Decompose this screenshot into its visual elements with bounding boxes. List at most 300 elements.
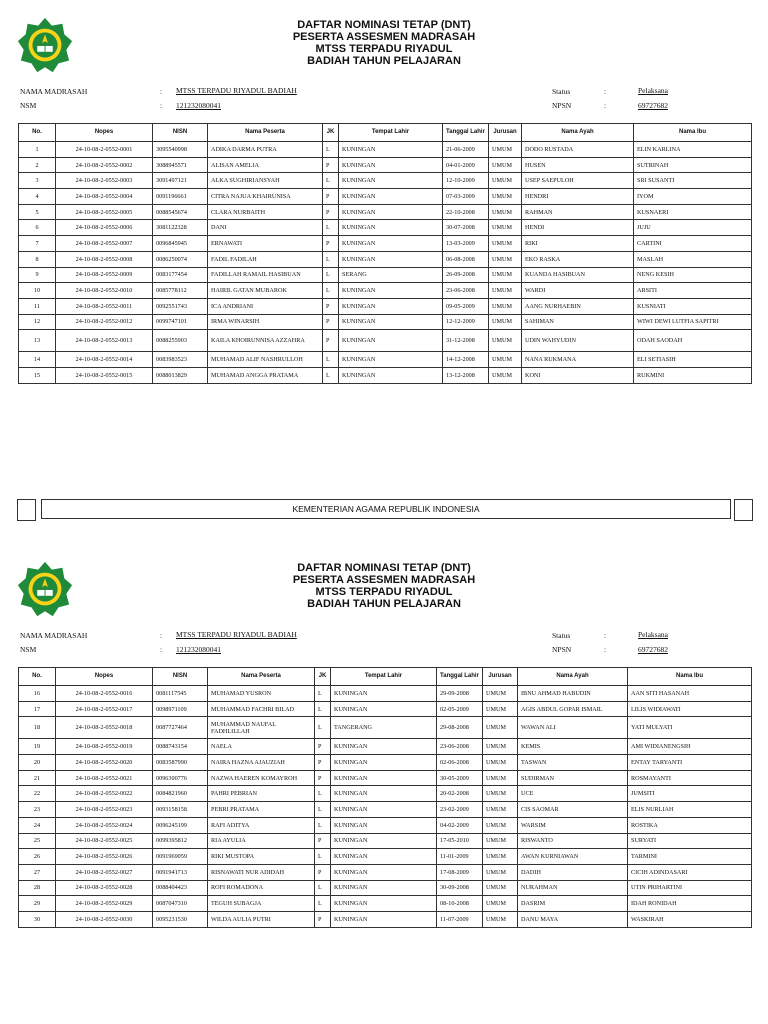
cell-nama-ibu: TARMINI [628,849,752,865]
cell-tanggal-lahir: 17-08-2009 [437,864,483,880]
cell-no: 30 [19,911,56,927]
cell-nisn: 0081117545 [153,686,208,702]
cell-tanggal-lahir: 02-05-2009 [437,701,483,717]
header-nama-ibu: Nama Ibu [628,668,752,686]
table-row [19,880,752,896]
cell-nopes: 24-10-08-2-0552-0030 [56,911,153,927]
cell-nama-ayah: RIKI [522,236,634,252]
cell-nama-ibu: ELI SETIASIH [634,352,752,368]
table-body [19,686,752,928]
cell-tanggal-lahir: 26-09-2008 [443,267,489,283]
table-row [19,896,752,912]
cell-nama-ibu: ELIS NURLIAH [628,802,752,818]
cell-nopes: 24-10-08-2-0552-0003 [56,173,153,189]
cell-nama-ibu: JUMSITI [628,786,752,802]
header-jk: JK [315,668,331,686]
cell-no: 25 [19,833,56,849]
table-row [19,755,752,771]
cell-nama-ayah: RAHMAN [522,204,634,220]
cell-nama-ayah: UDIN WAHYUDIN [522,330,634,352]
cell-tempat-lahir: TANGERANG [331,717,437,739]
cell-no: 8 [19,251,56,267]
table-header-row [19,124,752,142]
status-value: Pelaksana [638,86,668,95]
cell-jurusan: UMUM [489,236,522,252]
cell-jurusan: UMUM [489,173,522,189]
cell-tanggal-lahir: 13-12-2008 [443,367,489,383]
nsm-value: 121232080041 [176,101,221,110]
cell-nama-ayah: WARDI [522,283,634,299]
cell-nama-peserta: RIKI MUSTOPA [208,849,315,865]
title-line: BADIAH TAHUN PELAJARAN [307,598,461,610]
table-row [19,849,752,865]
cell-tanggal-lahir: 17-05-2010 [437,833,483,849]
cell-nisn: 0091941713 [153,864,208,880]
cell-no: 24 [19,817,56,833]
cell-nama-ibu: ROSTIKA [628,817,752,833]
cell-no: 2 [19,157,56,173]
cell-jk: L [315,880,331,896]
cell-no: 11 [19,298,56,314]
footer-left-box [17,499,36,521]
table-row [19,717,752,739]
cell-nama-peserta: PAHRI PEBRIAN [208,786,315,802]
cell-nopes: 24-10-08-2-0552-0025 [56,833,153,849]
header-nama-ayah: Nama Ayah [518,668,628,686]
cell-nama-ayah: AGIS ABDUL GOPAR ISMAIL [518,701,628,717]
header-nisn: NISN [153,668,208,686]
cell-nopes: 24-10-08-2-0552-0010 [56,283,153,299]
cell-tanggal-lahir: 22-10-2008 [443,204,489,220]
cell-tempat-lahir: KUNINGAN [339,173,443,189]
cell-jurusan: UMUM [489,298,522,314]
header-nisn: NISN [153,124,208,142]
cell-jk: L [323,267,339,283]
table-row [19,864,752,880]
npsn-value: 69727682 [638,101,668,110]
cell-tempat-lahir: SERANG [339,267,443,283]
cell-no: 18 [19,717,56,739]
cell-nama-peserta: PEBRI PRATAMA [208,802,315,818]
cell-jurusan: UMUM [489,314,522,330]
cell-jk: P [323,189,339,205]
table-row [19,314,752,330]
cell-nisn: 0083177454 [153,267,208,283]
cell-jk: P [315,911,331,927]
cell-jk: P [315,755,331,771]
cell-jk: P [315,864,331,880]
cell-jurusan: UMUM [489,367,522,383]
cell-jk: L [323,251,339,267]
cell-nisn: 0099395812 [153,833,208,849]
title-line: DAFTAR NOMINASI TETAP (DNT) [297,19,471,31]
cell-nopes: 24-10-08-2-0552-0029 [56,896,153,912]
cell-jk: L [315,896,331,912]
cell-nopes: 24-10-08-2-0552-0005 [56,204,153,220]
cell-nisn: 0096245199 [153,817,208,833]
cell-tempat-lahir: KUNINGAN [331,701,437,717]
cell-no: 23 [19,802,56,818]
table-row [19,298,752,314]
cell-nopes: 24-10-08-2-0552-0027 [56,864,153,880]
cell-jurusan: UMUM [489,157,522,173]
cell-no: 12 [19,314,56,330]
cell-tempat-lahir: KUNINGAN [331,911,437,927]
cell-nama-ayah: KONI [522,367,634,383]
cell-nama-ayah: AANG NURHAEBIN [522,298,634,314]
nama-madrasah-value: MTSS TERPADU RIYADUL BADIAH [176,86,297,95]
cell-jurusan: UMUM [483,755,518,771]
cell-tanggal-lahir: 12-12-2009 [443,314,489,330]
cell-jk: L [323,173,339,189]
cell-nopes: 24-10-08-2-0552-0019 [56,739,153,755]
cell-nisn: 0087727464 [153,717,208,739]
cell-no: 13 [19,330,56,352]
cell-jurusan: UMUM [483,786,518,802]
cell-nisn: 0086250074 [153,251,208,267]
header-tempat-lahir: Tempat Lahir [339,124,443,142]
cell-tempat-lahir: KUNINGAN [339,189,443,205]
colon: : [604,101,607,110]
nama-madrasah-value: MTSS TERPADU RIYADUL BADIAH [176,630,297,639]
header-nama-peserta: Nama Peserta [208,124,323,142]
cell-nopes: 24-10-08-2-0552-0023 [56,802,153,818]
cell-no: 17 [19,701,56,717]
cell-nopes: 24-10-08-2-0552-0002 [56,157,153,173]
cell-nama-ayah: WAWAN ALI [518,717,628,739]
cell-nama-ibu: LILIS WIDIAWATI [628,701,752,717]
cell-tanggal-lahir: 09-05-2009 [443,298,489,314]
table-row [19,686,752,702]
nsm-value: 121232080041 [176,645,221,654]
cell-nama-peserta: HAIRIL GATAN MUBAROK [208,283,323,299]
cell-nama-ibu: JUJU [634,220,752,236]
cell-nisn: 0088404423 [153,880,208,896]
cell-nama-peserta: CLARA NURBAITH [208,204,323,220]
cell-nama-ayah: RISWANTO [518,833,628,849]
cell-jk: L [315,701,331,717]
cell-tempat-lahir: KUNINGAN [331,802,437,818]
cell-jurusan: UMUM [483,739,518,755]
cell-nopes: 24-10-08-2-0552-0024 [56,817,153,833]
cell-nama-ibu: AMI WIDIANENGSIH [628,739,752,755]
cell-nama-peserta: DANI [208,220,323,236]
cell-nama-ayah: NANA RUKMANA [522,352,634,368]
document-title [0,562,768,610]
header-tanggal-lahir: Tanggal Lahir [437,668,483,686]
cell-tempat-lahir: KUNINGAN [331,849,437,865]
cell-nama-ibu: ENTAY TARYANTI [628,755,752,771]
nominee-table [18,667,752,928]
cell-no: 21 [19,770,56,786]
cell-nama-ibu: WIWI DEWI LUTFIA SAPITRI [634,314,752,330]
table-row [19,786,752,802]
cell-nisn: 0093158158 [153,802,208,818]
cell-nopes: 24-10-08-2-0552-0013 [56,330,153,352]
cell-nopes: 24-10-08-2-0552-0009 [56,267,153,283]
cell-nama-ayah: EKO RASKA [522,251,634,267]
cell-tanggal-lahir: 29-09-2008 [437,686,483,702]
header-jk: JK [323,124,339,142]
cell-jurusan: UMUM [489,330,522,352]
nama-madrasah-label: NAMA MADRASAH [20,631,88,640]
cell-nopes: 24-10-08-2-0552-0006 [56,220,153,236]
cell-nisn: 0088013829 [153,367,208,383]
cell-tempat-lahir: KUNINGAN [339,157,443,173]
title-line: BADIAH TAHUN PELAJARAN [307,55,461,67]
cell-tanggal-lahir: 23-06-2008 [443,283,489,299]
cell-nama-ibu: ODAH SAODAH [634,330,752,352]
table-row [19,817,752,833]
cell-nama-peserta: MUHAMMAD FACHRI BILAD [208,701,315,717]
cell-jurusan: UMUM [483,817,518,833]
nama-madrasah-label: NAMA MADRASAH [20,87,88,96]
cell-nama-ibu: RUKMINI [634,367,752,383]
cell-nisn: 3081122328 [153,220,208,236]
header-no: No. [19,668,56,686]
cell-jurusan: UMUM [483,880,518,896]
cell-nama-ayah: CIS SAOMAR [518,802,628,818]
cell-jk: L [315,849,331,865]
cell-nama-peserta: RAFI ADITYA [208,817,315,833]
cell-jk: L [323,220,339,236]
table-row [19,142,752,158]
cell-jurusan: UMUM [489,283,522,299]
cell-jk: P [323,330,339,352]
cell-tanggal-lahir: 30-07-2008 [443,220,489,236]
cell-nama-ayah: SAHIMAN [522,314,634,330]
cell-tanggal-lahir: 23-02-2009 [437,802,483,818]
cell-nama-peserta: IRMA WINARSIH [208,314,323,330]
table-row [19,352,752,368]
cell-jk: L [315,686,331,702]
cell-tempat-lahir: KUNINGAN [331,880,437,896]
table-row [19,267,752,283]
cell-jurusan: UMUM [483,911,518,927]
cell-nama-ayah: NURAHMAN [518,880,628,896]
cell-nama-ayah: IBNU AHMAD HABUDIN [518,686,628,702]
table-row [19,204,752,220]
cell-jk: L [323,367,339,383]
table-row [19,189,752,205]
table-row [19,173,752,189]
cell-tanggal-lahir: 08-10-2008 [437,896,483,912]
cell-no: 5 [19,204,56,220]
cell-nopes: 24-10-08-2-0552-0012 [56,314,153,330]
colon: : [160,631,163,640]
header-nama-ibu: Nama Ibu [634,124,752,142]
document-title [0,19,768,67]
table-row [19,739,752,755]
cell-nama-ayah: HENDRI [522,189,634,205]
cell-tempat-lahir: KUNINGAN [331,864,437,880]
cell-jurusan: UMUM [489,267,522,283]
header-no: No. [19,124,56,142]
cell-jk: L [315,802,331,818]
cell-nama-peserta: ADIKA DARMA PUTRA [208,142,323,158]
table-row [19,220,752,236]
cell-tanggal-lahir: 06-08-2008 [443,251,489,267]
title-line: DAFTAR NOMINASI TETAP (DNT) [297,562,471,574]
cell-jurusan: UMUM [489,189,522,205]
header-jurusan: Jurusan [483,668,518,686]
cell-nopes: 24-10-08-2-0552-0008 [56,251,153,267]
cell-nisn: 0084821960 [153,786,208,802]
colon: : [160,87,163,96]
cell-tanggal-lahir: 14-12-2008 [443,352,489,368]
npsn-label: NPSN [552,101,572,110]
cell-nopes: 24-10-08-2-0552-0007 [56,236,153,252]
cell-nama-ibu: NENG KESIH [634,267,752,283]
cell-nopes: 24-10-08-2-0552-0004 [56,189,153,205]
cell-nama-ibu: CARTINI [634,236,752,252]
cell-nama-peserta: RISNAWATI NUR ADIDAH [208,864,315,880]
cell-nisn: 0096845945 [153,236,208,252]
cell-tempat-lahir: KUNINGAN [331,770,437,786]
cell-nama-ayah: DANU MAYA [518,911,628,927]
nsm-label: NSM [20,101,37,110]
colon: : [604,631,607,640]
cell-tanggal-lahir: 13-03-2009 [443,236,489,252]
cell-nama-ibu: ROSMAYANTI [628,770,752,786]
cell-jurusan: UMUM [489,220,522,236]
cell-nisn: 0092551743 [153,298,208,314]
colon: : [160,645,163,654]
cell-nama-ayah: KUANDA HASIBUAN [522,267,634,283]
cell-nama-peserta: MUHAMAD ANGGA PRATAMA [208,367,323,383]
cell-no: 29 [19,896,56,912]
cell-tanggal-lahir: 31-12-2008 [443,330,489,352]
cell-nama-ayah: UCE [518,786,628,802]
cell-nama-ibu: SURYATI [628,833,752,849]
cell-tempat-lahir: KUNINGAN [339,142,443,158]
cell-nopes: 24-10-08-2-0552-0020 [56,755,153,771]
cell-nisn: 3095540998 [153,142,208,158]
cell-nisn: 0091196661 [153,189,208,205]
cell-tempat-lahir: KUNINGAN [331,786,437,802]
cell-tanggal-lahir: 30-09-2008 [437,880,483,896]
cell-jurusan: UMUM [483,770,518,786]
cell-tempat-lahir: KUNINGAN [331,739,437,755]
cell-tanggal-lahir: 11-07-2009 [437,911,483,927]
table-row [19,283,752,299]
table-body [19,142,752,384]
cell-jurusan: UMUM [483,849,518,865]
colon: : [160,101,163,110]
cell-nisn: 0098971109 [153,701,208,717]
school-info [0,86,768,114]
cell-nisn: 0083983523 [153,352,208,368]
cell-tempat-lahir: KUNINGAN [331,896,437,912]
table-row [19,701,752,717]
cell-tempat-lahir: KUNINGAN [339,283,443,299]
cell-nisn: 0087047310 [153,896,208,912]
cell-no: 3 [19,173,56,189]
cell-tanggal-lahir: 23-06-2008 [437,739,483,755]
cell-tanggal-lahir: 12-10-2009 [443,173,489,189]
cell-nisn: 0088255903 [153,330,208,352]
cell-nama-ayah: TASWAN [518,755,628,771]
cell-jurusan: UMUM [483,717,518,739]
cell-nisn: 0088545674 [153,204,208,220]
cell-jurusan: UMUM [483,802,518,818]
header-nama-ayah: Nama Ayah [522,124,634,142]
cell-jk: P [315,739,331,755]
cell-nama-peserta: NAZWA HAEREN KOMAYROH [208,770,315,786]
cell-jk: P [323,314,339,330]
cell-jk: P [323,204,339,220]
cell-tanggal-lahir: 11-01-2009 [437,849,483,865]
cell-no: 19 [19,739,56,755]
cell-no: 14 [19,352,56,368]
header-nopes: Nopes [56,668,153,686]
cell-tanggal-lahir: 29-08-2008 [437,717,483,739]
cell-nama-peserta: FADILLAH RAMAIL HASIBUAN [208,267,323,283]
cell-jurusan: UMUM [489,142,522,158]
cell-nama-peserta: ERNAWATI [208,236,323,252]
cell-jurusan: UMUM [483,896,518,912]
title-line: MTSS TERPADU RIYADUL [315,43,453,55]
school-info [0,630,768,658]
status-label: Status [552,631,571,640]
cell-nama-peserta: NAIRA HAZNA AJAUZIAH [208,755,315,771]
cell-no: 7 [19,236,56,252]
cell-tempat-lahir: KUNINGAN [339,367,443,383]
cell-nama-ibu: ARSITI [634,283,752,299]
cell-jk: L [323,352,339,368]
cell-tempat-lahir: KUNINGAN [339,251,443,267]
nominee-table [18,123,752,384]
npsn-value: 69727682 [638,645,668,654]
cell-jk: L [315,817,331,833]
header-tempat-lahir: Tempat Lahir [331,668,437,686]
cell-nopes: 24-10-08-2-0552-0014 [56,352,153,368]
cell-tempat-lahir: KUNINGAN [339,314,443,330]
cell-nama-peserta: ALKA SUGHIRIANSYAH [208,173,323,189]
cell-nopes: 24-10-08-2-0552-0021 [56,770,153,786]
status-value: Pelaksana [638,630,668,639]
cell-no: 1 [19,142,56,158]
cell-nama-ibu: KUSNIATI [634,298,752,314]
cell-nama-ibu: WASKIRAH [628,911,752,927]
cell-nisn: 0083587990 [153,755,208,771]
cell-nisn: 0085778112 [153,283,208,299]
cell-no: 28 [19,880,56,896]
cell-no: 10 [19,283,56,299]
cell-nama-ibu: KUSNAERI [634,204,752,220]
table-row [19,251,752,267]
header-jurusan: Jurusan [489,124,522,142]
table-header-row [19,668,752,686]
cell-jk: P [323,236,339,252]
cell-tempat-lahir: KUNINGAN [339,220,443,236]
cell-nama-peserta: CITRA NAJUA KHAIRUNISA [208,189,323,205]
cell-tempat-lahir: KUNINGAN [339,352,443,368]
table-row [19,802,752,818]
cell-nopes: 24-10-08-2-0552-0015 [56,367,153,383]
cell-nama-ibu: IDAH RONIDAH [628,896,752,912]
cell-nama-ayah: HENDI [522,220,634,236]
cell-nama-peserta: KAILA KHOIRUNNISA AZZAHRA [208,330,323,352]
footer-ministry-text: KEMENTERIAN AGAMA REPUBLIK INDONESIA [41,499,731,519]
status-label: Status [552,87,571,96]
cell-nopes: 24-10-08-2-0552-0017 [56,701,153,717]
cell-nama-ibu: AAN SITI HASANAH [628,686,752,702]
cell-tempat-lahir: KUNINGAN [331,817,437,833]
cell-nama-ayah: WARSIM [518,817,628,833]
cell-no: 16 [19,686,56,702]
cell-nama-ibu: CICIH ADINDASARI [628,864,752,880]
